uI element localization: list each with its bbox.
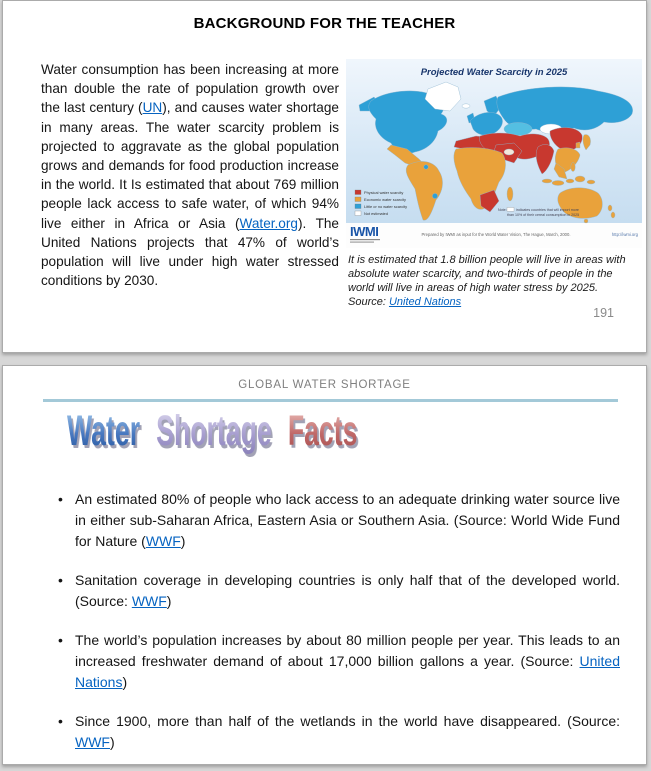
iwmi-logo-subline (350, 242, 374, 243)
bullet-text: An estimated 80% of people who lack access to an adequate drinking water source live in either sub-Saharan Africa, Eastern Asia or Southern Asia. (Source: World Wide Fund for Nature ( (75, 491, 620, 549)
bullet-text: Sanitation coverage in developing countries is only half that of the developed world. (Source: (75, 572, 620, 609)
united-nations-link[interactable]: United Nations (75, 653, 620, 690)
wwf-link[interactable]: WWF (131, 593, 167, 609)
list-item (58, 630, 620, 693)
map-title: Projected Water Scarcity in 2025 (420, 67, 568, 78)
paragraph-text: Water consumption has been increasing at more than double the rate of population growth over the last century ( (41, 62, 339, 116)
source-label: Source: (348, 296, 389, 308)
legend-swatch-economic (355, 197, 361, 202)
map-note-swatch (507, 208, 514, 212)
iwmi-logo-subline (350, 239, 380, 240)
bullet-marker: • (58, 572, 63, 588)
map-caption-text: It is estimated that 1.8 billion people will live in areas with absolute water scarcity, and two-thirds of people in the world will live in areas of high water stress by 2025. (348, 254, 626, 294)
wwf-link[interactable]: WWF (145, 533, 181, 549)
legend-label-notestimated: Not estimated (364, 211, 389, 216)
wordart-word-water: Water (67, 407, 141, 455)
page-number: 191 (593, 306, 614, 320)
bullet-marker: • (58, 713, 63, 729)
legend-label-economic: Economic water scarcity (364, 197, 406, 202)
bullet-text: The world’s population increases by about 80 million people per year. This leads to an increased freshwater demand of about 17,000 billion gallons a year. (Source: (75, 632, 620, 669)
legend-label-physical: Physical water scarcity (364, 190, 404, 195)
intro-paragraph (41, 60, 339, 290)
world-map-figure (346, 59, 642, 248)
water-scarcity-map (346, 59, 642, 248)
slide-header: GLOBAL WATER SHORTAGE (238, 379, 411, 391)
map-note (498, 208, 579, 218)
bullet-text: Since 1900, more than half of the wetlands in the world have disappeared. (Source: (75, 713, 620, 729)
map-credit: Prepared by IWMI as input for the World Water Vision, The Hague, March, 2000. (421, 232, 571, 237)
wordart-word-facts: Facts (287, 407, 358, 455)
legend-swatch-notestimated (355, 211, 361, 216)
map-url[interactable]: http://iwmi.org (611, 232, 638, 237)
paragraph-text: ), and causes water shortage in many areas. The water scarcity problem is projected to aggravate as the global population grows and demands for food production increase in the world. It Is estimated that about 769 million people lack access to safe water, of which 94% live either in Africa or Asia ( (41, 100, 339, 231)
legend-swatch-little (355, 204, 361, 209)
page-global-water-shortage (2, 365, 647, 765)
paragraph-text: ). The United Nations projects that 47% of world’s population will live under high water stressed conditions by 2030. (41, 215, 339, 289)
page-background-for-teacher (2, 0, 647, 353)
bullet-text: ) (122, 674, 128, 690)
bullet-text: ) (180, 533, 186, 549)
bullet-marker: • (58, 491, 63, 507)
un-link[interactable]: UN (142, 100, 163, 116)
list-item (58, 489, 620, 552)
bullet-marker: • (58, 632, 63, 648)
map-note-line1: indicates countries that will import more (516, 208, 579, 212)
bullet-text: ) (166, 593, 172, 609)
page-title: BACKGROUND FOR THE TEACHER (193, 15, 456, 32)
united-nations-link[interactable]: United Nations (388, 296, 462, 308)
water-org-link[interactable]: Water.org (239, 215, 298, 231)
list-item (58, 711, 620, 753)
legend-swatch-physical (355, 190, 361, 195)
iwmi-logo: IWMI (350, 224, 379, 239)
list-item (58, 570, 620, 612)
wordart-title (67, 408, 366, 455)
bullet-text: ) (109, 734, 115, 750)
header-divider (43, 399, 618, 402)
map-caption (348, 253, 640, 309)
legend-label-little: Little or no water scarcity (364, 204, 408, 209)
facts-bullet-list (58, 489, 620, 771)
map-note-line2: than 10% of their cereal consumption in 2025 (507, 213, 580, 217)
wwf-link[interactable]: WWF (75, 734, 110, 750)
wordart-word-shortage: Shortage (156, 407, 272, 455)
map-note-label: Note: (498, 208, 507, 212)
